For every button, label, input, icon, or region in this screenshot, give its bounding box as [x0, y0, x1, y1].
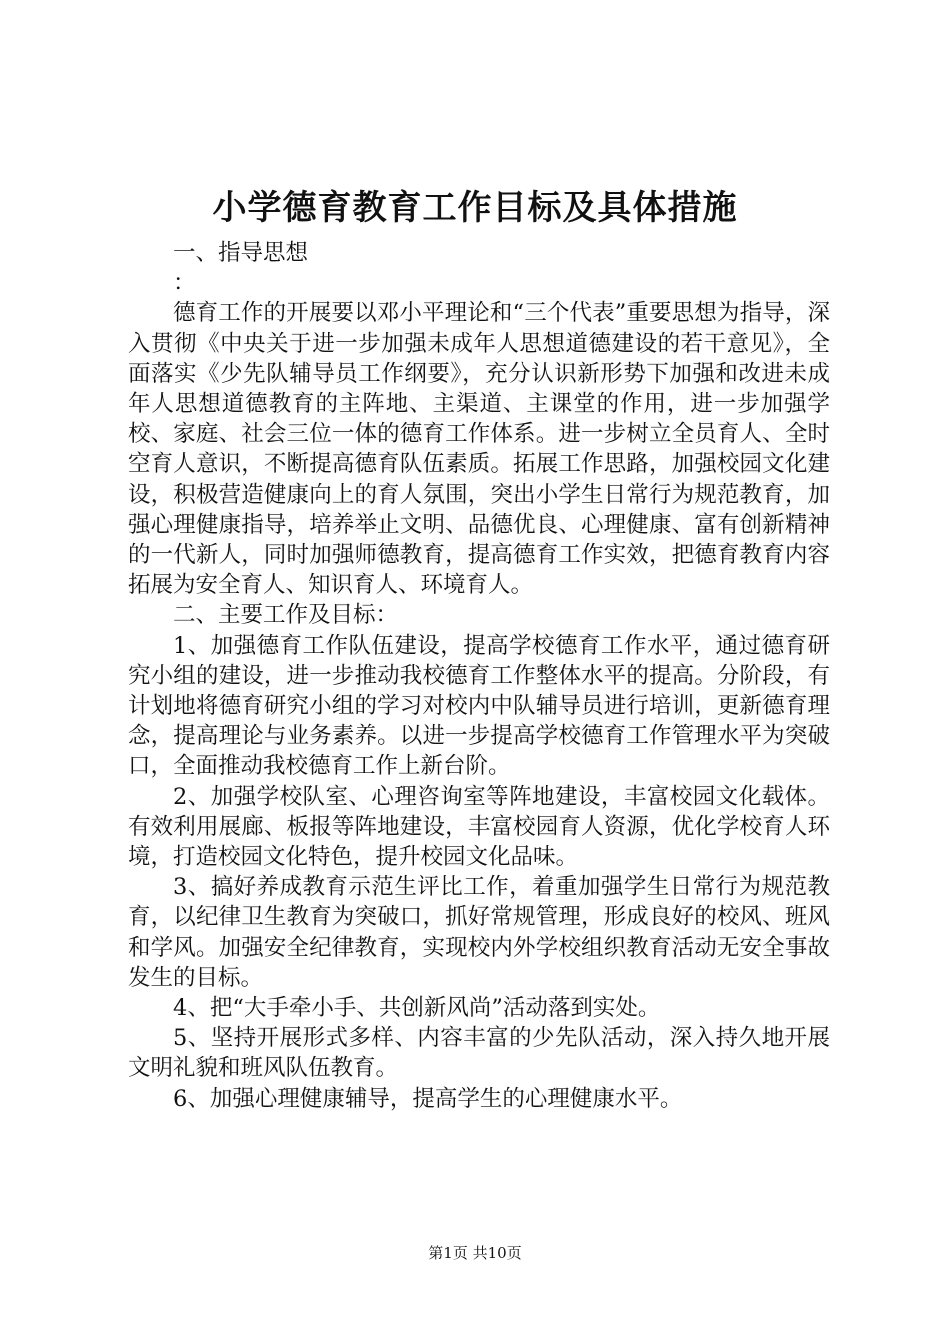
paragraph-guiding-ideology: 德育工作的开展要以邓小平理论和“三个代表”重要思想为指导，深入贯彻《中央关于进一步加强未成年人思想道德建设的若干意见》，全面落实《少先队辅导员工作纲要》，充分认识新形势下加强和改进未成年人思想道德教育的主阵地、主渠道、主课堂的作用，进一步加强学校、家庭、社会三位一体的德育工作体系。进一步树立全员育人、全时空育人意识，不断提高德育队伍素质。拓展工作思路，加强校园文化建设，积极营造健康向上的育人氛围，突出小学生日常行为规范教育，加强心理健康指导，培养举止文明、品德优良、心理健康、富有创新精神的一代新人，同时加强师德教育，提高德育工作实效，把德育教育内容拓展为安全育人、知识育人、环境育人。 [128, 300, 830, 599]
list-item-3: 3、搞好养成教育示范生评比工作，着重加强学生日常行为规范教育，以纪律卫生教育为突破口，抓好常规管理，形成良好的校风、班风和学风。加强安全纪律教育，实现校内外学校组织教育活动无安全事故发生的目标。 [128, 874, 830, 991]
list-item-6: 6、加强心理健康辅导，提高学生的心理健康水平。 [173, 1085, 683, 1112]
section-heading-guiding-ideology: 一、指导思想 [173, 240, 309, 266]
list-item-1: 1、加强德育工作队伍建设，提高学校德育工作水平，通过德育研究小组的建设，进一步推动我校德育工作整体水平的提高。分阶段，有计划地将德育研究小组的学习对校内中队辅导员进行培训，更新德育理念，提高理论与业务素养。以进一步提高学校德育工作管理水平为突破口，全面推动我校德育工作上新台阶。 [128, 632, 830, 780]
page-footer: 第1页 共10页 [428, 1244, 522, 1262]
list-item-5: 5、坚持开展形式多样、内容丰富的少先队活动，深入持久地开展文明礼貌和班风队伍教育。 [128, 1025, 830, 1082]
list-item-4: 4、把“大手牵小手、共创新风尚”活动落到实处。 [173, 995, 661, 1022]
section-heading-main-work: 二、主要工作及目标： [173, 602, 399, 629]
document-body [128, 238, 830, 1114]
list-item-2: 2、加强学校队室、心理咨询室等阵地建设，丰富校园文化载体。有效利用展廊、板报等阵地建设，丰富校园育人资源，优化学校育人环境，打造校园文化特色，提升校园文化品味。 [128, 783, 830, 871]
document-title: 小学德育教育工作目标及具体措施 [212, 188, 738, 228]
colon-line: ： [173, 270, 196, 297]
